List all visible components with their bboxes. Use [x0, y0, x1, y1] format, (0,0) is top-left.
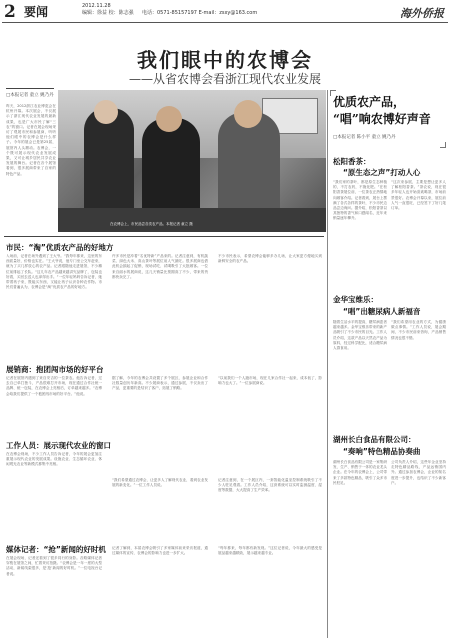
column-divider: [327, 90, 328, 638]
section-text: 在展会现场，记者还看到了很多同行的身影。各路媒体记者穿梭在展馆之间，忙着采访拍摄。“农博会是一年一度的大型活动，新闻线索很多，是‘抢’新闻的好时机。”一位电视台记者说。: [6, 556, 102, 576]
section-heading: 展销商：抱团闯市场的好平台: [6, 365, 104, 374]
sidebar-section-heading: 湖州长白食品有限公司：: [333, 435, 416, 444]
section-heading: 工作人员：展示现代农业的窗口: [6, 441, 111, 450]
date-line: 2012.11.28: [82, 3, 111, 9]
main-headline: 我们眼中的农博会: [137, 48, 313, 72]
masthead-logo: 海外侨报: [400, 7, 444, 20]
sidebar-title: [333, 94, 431, 128]
section-text: 据了解，今年的农博会共设置了多个展区，参展企业和合作社数量创历年新高。不少展商表示，通过参展，不仅卖出了产品，更重要的是结识了客户，拓展了销路。: [112, 376, 208, 391]
main-subtitle: ——从省农博会看浙江现代农业发展: [128, 72, 321, 86]
edition-line: 编辑：徐益 校：陈志强: [82, 10, 134, 16]
sidebar-section-heading: 金华宝维乐：: [333, 295, 378, 304]
sidebar-text: 公司负责人介绍，这些年企业坚持走特色精品路线，产品远销国内外。通过参加农博会，企业的知名度进一步提升，也结识了不少新客户。: [391, 460, 446, 485]
sidebar-text: 随着生活水平的提高，糖尿病患者越来越多。金华宝维乐带来的新产品吸引了不少市民的目光。工作人员介绍，这款产品以天然农产品为原料，经过科学配比，适合糖尿病人群食用。: [333, 320, 387, 351]
section-text: “我们希望通过农博会，让更多人了解现代农业，看到农业发展的新变化。”一位工作人员说。: [112, 478, 208, 488]
section-text: 入场前，记者在场外遇到了王大爷。“我每年都来，这里的东西质量好，价格也实在。”王大爷说，他专门坐公交车赶来，就为了买几样放心的农产品。记者跟随他走进展馆，不少摊位前排起了长队。“这几年农产品越来越讲究品牌了，包装也好看，买回去送人也拿得出手。”一位年轻妈妈告诉记者，她带着孩子来，既能买东西，又能让孩子认识各种农作物。市民们普遍认为，农博会是“淘”优质农产品的好地方。: [6, 254, 102, 290]
section-text: 许多市民是冲着“名优特新”产品来的。记者注意到，有机蔬菜、绿色大米、高山茶叶等展位前人气最旺。很多展商也借此机会搞起了促销，现场试吃、试喝吸引了大批顾客。一位来自丽水的展商说，这几天销量比预期高了不少，带来的货都快卖完了。: [112, 254, 208, 279]
section-text: 记者在展馆内遇到了来自安吉的一位茶农。他告诉记者，过去自己单打独斗，产品很难打开市场，现在通过合作社统一品牌、统一包装，在农博会上亮相后，订单越来越多。“农博会给我们提供了一个抱团闯市场的好平台。”他说。: [6, 376, 102, 396]
sidebar-text: “这次来参展，主要是想让更多人了解松阳香茶。”茶农说，现在很多年轻人也开始喜欢喝茶，市场前景很好。农博会开幕以来，展位前人气一直很旺，已经签下了好几笔订单。: [391, 180, 446, 211]
section-text: 不少市民表示，希望农博会能够多办几场，让大家更方便地买到新鲜安全的农产品。: [218, 254, 322, 264]
section-text: 记者注意到，在一个展区内，一套智能化温室控制系统吸引了不少人驻足观看。工作人员介绍，这套系统可以实时监测温度、湿度等数据，大大提高了生产效率。: [218, 478, 322, 493]
sidebar-section-subheading: “原生态之声”打动人心: [343, 168, 421, 177]
sidebar-text: 湖州长白食品有限公司是一家集研发、生产、销售于一体的农业龙头企业。在今年的农博会上，公司带来了多款特色精品，吸引了众多市民驻足。: [333, 460, 387, 485]
sidebar-title-line2: “唱”响农博好声音: [333, 112, 431, 126]
section-text: “以前我们一个人跑市场，现在几家合作社一起来，成本低了，影响力也大了。”一位参展商说。: [218, 376, 322, 386]
header-rule: [2, 22, 448, 23]
section-heading: 市民：“淘”优质农产品的好地方: [6, 243, 114, 252]
section-rule: [4, 236, 324, 237]
section-text: “每年都来，每年都有新发现。”这位记者说，今年最大的感受是展品越来越精致，展示越来越专业。: [218, 546, 322, 556]
page-header: [0, 0, 450, 22]
section-text: 记者了解到，本届农博会吸引了多家媒体前来采访报道，通过媒体的宣传，农博会的影响力也进一步扩大。: [112, 546, 208, 556]
sidebar-section-subheading: “奏响”特色精品协奏曲: [343, 447, 421, 456]
page-number: 2: [4, 2, 16, 22]
lead-paragraph: 昨天，2012浙江农业博览会在杭州开幕。本次展会，不仅展示了浙江现代农业发展的最新成果，也是广大市民了解“三农”的窗口。记者在展会现场采访了观展市民和参展商，听听他们眼中的农博会是什么样子。今年的展会已是第25届，展馆内人头攒动。农博会，一个既可展示现代农业发展成果，又可让城乡居民共享农业发展的舞台。记者在各个展馆看到，很多展商带来了自家的特色产品。: [6, 104, 56, 176]
section-name: 要闻: [24, 5, 49, 19]
photo-caption: 在农博会上，市民品尝各类农产品。本报记者 童立 摄: [110, 222, 193, 226]
section-heading: 媒体记者：“抢”新闻的好时机: [6, 545, 106, 554]
sidebar-byline: □本报记者 陈小平 童立 姚乃丹: [333, 135, 396, 140]
headline-rule: [6, 88, 54, 89]
byline: □本报记者 童立 姚乃丹: [6, 93, 54, 98]
contact-line: 电话：0571-85157197 E-mail：zsxy@163.com: [142, 10, 258, 16]
sidebar-text: “我们希望用农业的方式，为健康做点事情。”工作人员说，展会期间，不少市民前来咨询，产品销售情况也很不错。: [391, 320, 446, 340]
sidebar-title-line1: 优质农产品，: [333, 95, 406, 109]
sidebar-text: “我们家的茶叶，都是原生态种植的，不打农药，不施化肥。”在松阳香茶展位前，一位茶农正热情地向顾客介绍。记者看到，展台上摆满了各式各样的茶叶，不少市民边品尝边询问。据介绍，松阳香茶以其独特的香气和口感闻名，近年来销量逐年攀升。: [333, 180, 387, 221]
sidebar-section-subheading: “唱”出糖尿病人新福音: [343, 307, 421, 316]
event-photo: [58, 90, 326, 232]
section-text: 在农博会现场，不少工作人员告诉记者，今年的展会更加注重展示现代农业的发展成果。设施农业、生态循环农业、休闲观光农业等新模式都集中亮相。: [6, 452, 102, 467]
sidebar-section-heading: 松阳香茶：: [333, 157, 371, 166]
